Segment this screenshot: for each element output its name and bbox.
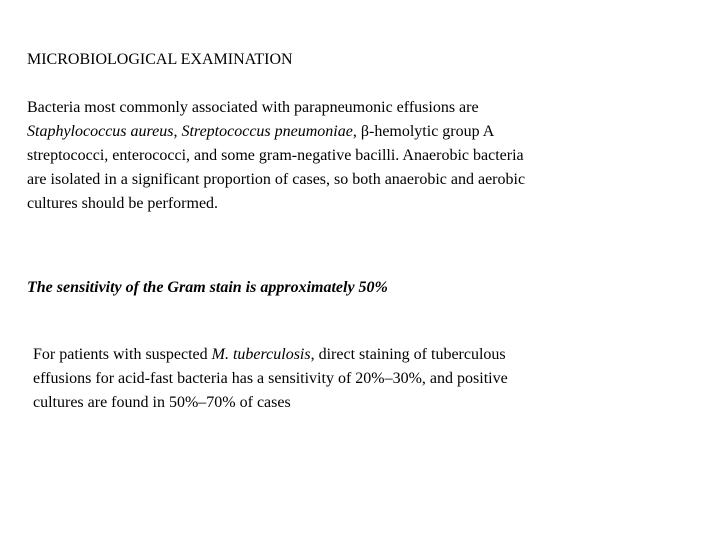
paragraph-text: , β-hemolytic group A [352, 123, 495, 140]
tuberculosis-paragraph [33, 343, 673, 415]
paragraph-text: , direct staining of tuberculous [310, 346, 506, 363]
paragraph-line: are isolated in a significant proportion of cases, so both anaerobic and aerobic [27, 171, 526, 188]
paragraph-line [33, 343, 673, 367]
section-heading: MICROBIOLOGICAL EXAMINATION [27, 51, 293, 68]
paragraph-line: cultures are found in 50%–70% of cases [33, 394, 291, 411]
paragraph-line: cultures should be performed. [27, 195, 219, 212]
paragraph-line [27, 120, 667, 144]
bacteria-paragraph [27, 96, 667, 216]
organism-name: M. tuberculosis [211, 346, 311, 363]
organism-name: Streptococcus pneumoniae [181, 123, 353, 140]
gram-stain-sensitivity-note: The sensitivity of the Gram stain is approximately 50% [27, 279, 388, 296]
paragraph-text: For patients with suspected [33, 346, 212, 363]
organism-name: Staphylococcus aureus [27, 123, 174, 140]
paragraph-line: effusions for acid-fast bacteria has a sensitivity of 20%–30%, and positive [33, 370, 508, 387]
paragraph-line: Bacteria most commonly associated with parapneumonic effusions are [27, 99, 479, 116]
separator-text: , [173, 123, 182, 140]
paragraph-line: streptococci, enterococci, and some gram-negative bacilli. Anaerobic bacteria [27, 147, 524, 164]
